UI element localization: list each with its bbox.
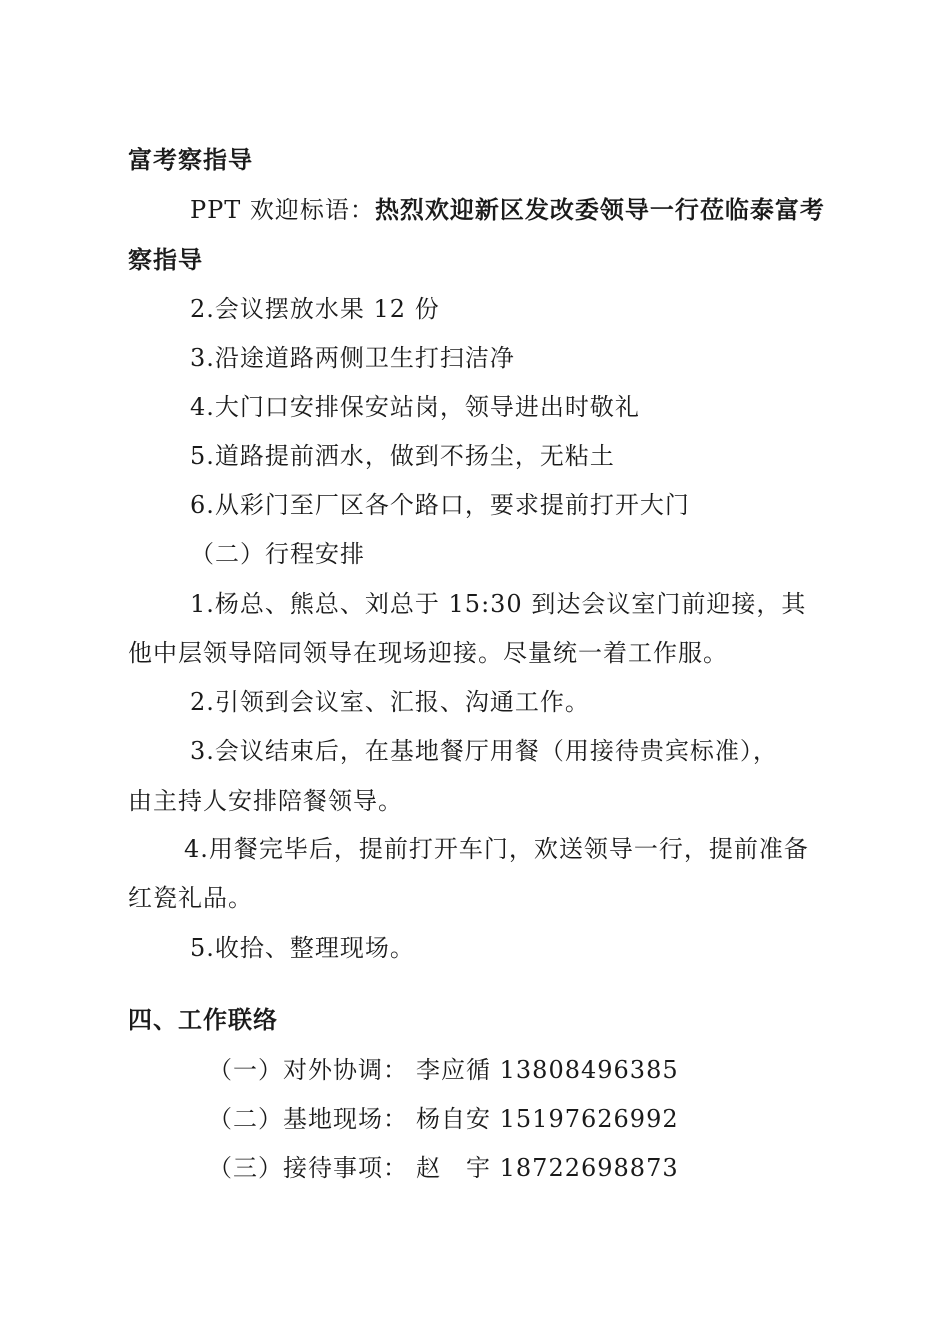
contact-name: 杨自安 — [416, 1105, 491, 1133]
section-itinerary-heading: （二）行程安排 — [190, 540, 365, 568]
itinerary-item-4-continued: 红瓷礼品。 — [128, 884, 253, 912]
contact-row — [208, 1102, 679, 1136]
contact-role: （一）对外协调： — [208, 1056, 408, 1084]
section-contact-heading: 四、工作联络 — [128, 1006, 278, 1034]
list-item-road-watering: 5.道路提前洒水，做到不扬尘，无粘土 — [190, 442, 615, 470]
itinerary-item-5: 5.收拾、整理现场。 — [190, 934, 415, 962]
contact-row — [208, 1053, 679, 1087]
contact-role: （三）接待事项： — [208, 1154, 408, 1182]
itinerary-item-4: 4.用餐完毕后，提前打开车门，欢送领导一行，提前准备 — [184, 835, 809, 863]
itinerary-item-3: 3.会议结束后，在基地餐厅用餐（用接待贵宾标准）， — [190, 737, 778, 765]
ppt-slogan-line — [190, 193, 825, 227]
ppt-slogan-text: 热烈欢迎新区发改委领导一行莅临泰富考 — [374, 196, 825, 224]
contact-role: （二）基地现场： — [208, 1105, 408, 1133]
list-item-open-gates: 6.从彩门至厂区各个路口，要求提前打开大门 — [190, 491, 690, 519]
contact-name: 赵 宇 — [416, 1154, 491, 1182]
list-item-road-cleaning: 3.沿途道路两侧卫生打扫洁净 — [190, 344, 515, 372]
list-item-security-guard: 4.大门口安排保安站岗，领导进出时敬礼 — [190, 393, 640, 421]
itinerary-item-1-continued: 他中层领导陪同领导在现场迎接。尽量统一着工作服。 — [128, 639, 728, 667]
ppt-slogan-text-continued: 察指导 — [128, 246, 203, 274]
list-item-fruit: 2.会议摆放水果 12 份 — [190, 295, 440, 323]
itinerary-item-3-continued: 由主持人安排陪餐领导。 — [128, 787, 403, 815]
contact-phone: 13808496385 — [499, 1056, 679, 1084]
contact-phone: 18722698873 — [499, 1154, 679, 1182]
itinerary-item-1: 1.杨总、熊总、刘总于 15:30 到达会议室门前迎接，其 — [190, 590, 807, 618]
contact-name: 李应循 — [416, 1056, 491, 1084]
contact-phone: 15197626992 — [499, 1105, 679, 1133]
contact-row — [208, 1151, 679, 1185]
continued-heading: 富考察指导 — [128, 146, 253, 174]
itinerary-item-2: 2.引领到会议室、汇报、沟通工作。 — [190, 688, 590, 716]
ppt-slogan-label: PPT 欢迎标语： — [190, 196, 375, 224]
